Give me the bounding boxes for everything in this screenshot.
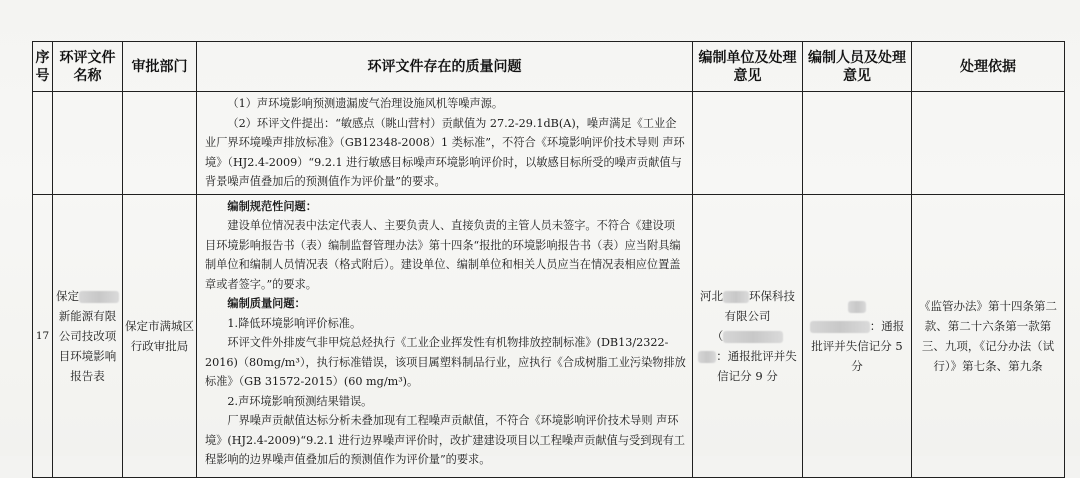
cell-person bbox=[803, 92, 912, 195]
header-basis: 处理依据 bbox=[912, 42, 1065, 92]
issue-line: （1）声环境影响预测遗漏废气治理设施风机等噪声源。 bbox=[227, 97, 504, 110]
header-row bbox=[33, 42, 1065, 92]
section-heading: 编制质量问题： bbox=[227, 297, 306, 310]
cell-person bbox=[803, 194, 912, 477]
redaction-mask bbox=[79, 291, 119, 303]
cell-basis: 《监管办法》第十四条第二款、第二十六条第一款第三、九项，《记分办法（试行）》第七条、第九条 bbox=[912, 194, 1065, 477]
issue-paragraph: 厂界噪声贡献值达标分析未叠加现有工程噪声贡献值，不符合《环境影响评价技术导则 声环境》(HJ2.4-2009)“9.2.1 进行边界噪声评价时，改扩建建设项目以工程噪声贡献值与受到现有工程影响的边界噪声值叠加后的预测值作为评价量”的要求。 bbox=[205, 414, 685, 466]
person-penalty: ：通报批评并失信记分 5 分 bbox=[811, 318, 905, 373]
name-prefix: 保定 bbox=[56, 288, 79, 303]
unit-penalty: ：通报批评并失信记分 9 分 bbox=[716, 348, 797, 383]
table-row bbox=[33, 194, 1065, 477]
redaction-mask bbox=[723, 331, 783, 343]
cell-seq: 17 bbox=[33, 194, 53, 477]
issue-subitem: 1.降低环境影响评价标准。 bbox=[227, 316, 362, 330]
unit-prefix: 河北 bbox=[700, 288, 723, 303]
cell-issues bbox=[197, 92, 693, 195]
section-heading: 编制规范性问题： bbox=[227, 199, 317, 213]
header-quality-issues: 环评文件存在的质量问题 bbox=[197, 42, 693, 92]
cell-seq bbox=[33, 92, 53, 195]
quality-issues-table bbox=[32, 41, 1065, 478]
name-suffix: 新能源有限公司技改项目环境影响报告表 bbox=[58, 308, 117, 383]
redaction-mask bbox=[848, 301, 866, 313]
cell-dept bbox=[123, 92, 197, 195]
issue-paragraph: 环评文件外排废气非甲烷总烃执行《工业企业挥发性有机物排放控制标准》(DB13/2322-2016)（80mg/m³），执行标准错误，该项目属塑料制品行业，应执行《合成树脂工业污染物排放标准》（GB 31572-2015）(60 mg/m³)。 bbox=[205, 336, 686, 388]
header-seq: 序号 bbox=[33, 42, 53, 92]
issue-subitem: 2.声环境影响预测结果错误。 bbox=[227, 394, 373, 408]
cell-dept: 保定市满城区行政审批局 bbox=[123, 194, 197, 477]
unit-name: 环保科技有限公司 bbox=[724, 288, 795, 323]
cell-basis bbox=[912, 92, 1065, 195]
cell-name bbox=[53, 194, 123, 477]
header-person-opinion: 编制人员及处理意见 bbox=[803, 42, 912, 92]
issue-line: （2）环评文件提出：“敏感点（眺山营村）贡献值为 27.2-29.1dB(A)，噪声满足《工业企业厂界环境噪声排放标准》（GB12348-2008）1 类标准”，不符合《环境影响评价技术导则 声环境》（HJ2.4-2009）“9.2.1 进行敏感目标噪声环境影响评价时，以敏感目标所受的噪声贡献值与背景噪声值叠加后的预测值作为评价量”的要求。 bbox=[205, 116, 685, 188]
redaction-mask bbox=[698, 351, 716, 363]
cell-name bbox=[53, 92, 123, 195]
issue-paragraph: 建设单位情况表中法定代表人、主要负责人、直接负责的主管人员未签字。不符合《建设项目环境影响报告书（表）编制监督管理办法》第十四条“报批的环境影响报告书（表）应当附具编制单位和编制人员情况表（格式附后）。建设单位、编制单位和相关人员应当在情况表相应位置盖章或者签字。”的要求。 bbox=[205, 219, 681, 291]
cell-unit bbox=[693, 194, 803, 477]
cell-unit bbox=[693, 92, 803, 195]
cell-issues bbox=[197, 194, 693, 477]
header-approval-dept: 审批部门 bbox=[123, 42, 197, 92]
table-row bbox=[33, 92, 1065, 195]
unit-paren: （ bbox=[711, 328, 724, 343]
header-file-name: 环评文件名称 bbox=[53, 42, 123, 92]
header-unit-opinion: 编制单位及处理意见 bbox=[693, 42, 803, 92]
redaction-mask bbox=[810, 321, 870, 333]
redaction-mask bbox=[723, 291, 749, 303]
